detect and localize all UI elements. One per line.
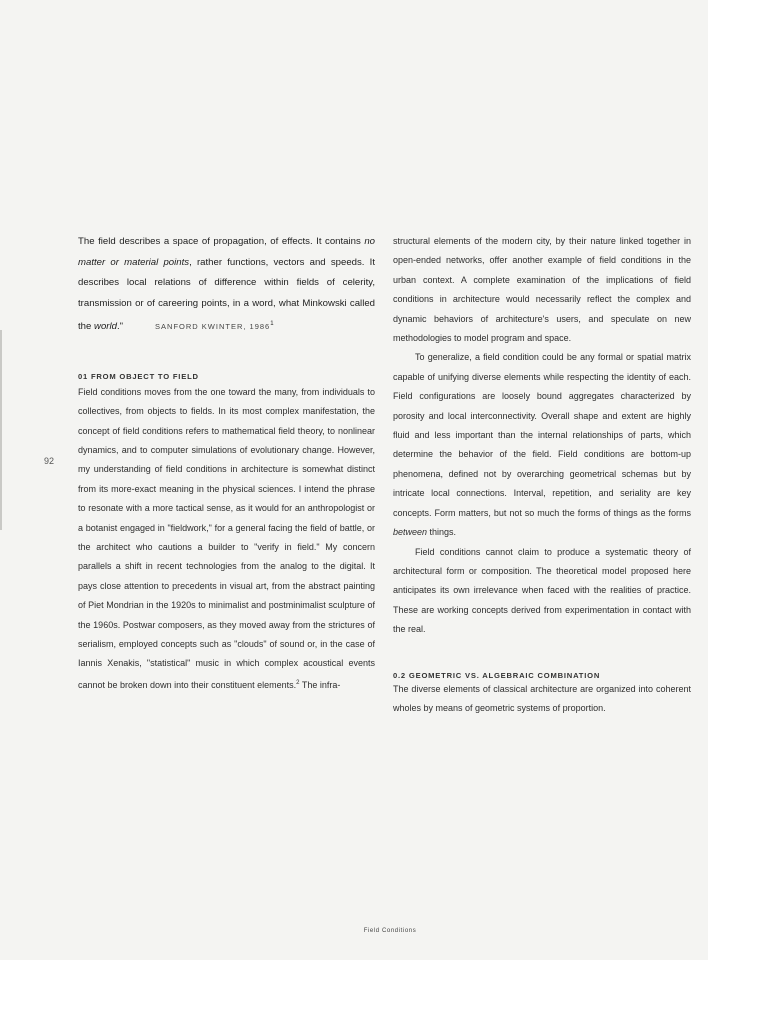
- quote-attribution: SANFORD KWINTER, 1986: [155, 322, 271, 332]
- page-number: 92: [44, 456, 55, 466]
- paragraph-1-continued: structural elements of the modern city, by their nature linked together in open-ended networks, offer another example of field conditions in the urban context. A complete examination of the implications of field conditions in architecture would necessarily reflect the complex and dynamic behaviors of architecture's users, and speculate on new methodologies to model program and space.: [393, 236, 691, 344]
- paragraph-1-footnote: 2: [296, 679, 300, 686]
- margin-line: [0, 330, 2, 530]
- paragraph-1-text: Field conditions moves from the one toward the many, from individuals to collectives, from objects to fields. In its most complex manifestation, the concept of field conditions refers to mathematical field theory, to nonlinear dynamics, and to computer simulations of evolutionary change. However, my understanding of field conditions in architecture is somewhat distinct from its more-exact meaning in the physical sciences. I intend the phrase to resonate with a more tactical sense, as it would for an anthropologist or a botanist engaged in "fieldwork," for a general facing the field of battle, or the architect who cautions a builder to "verify in field." My concern parallels a shift in recent technologies from the analog to the digital. It pays close attention to precedents in visual art, from the abstract painting of Piet Mondrian in the 1920s to minimalist and postminimalist sculpture of the 1960s. Postwar composers, as they moved away from the strictures of serialism, employed concepts such as "clouds" of sound or, in the case of Iannis Xenakis, "statistical" music in which complex acoustical events cannot be broken down into their constituent elements.: [78, 386, 375, 690]
- quote-emphasis-2: world: [94, 321, 117, 333]
- paragraph-2-text-a: To generalize, a field condition could be any formal or spatial matrix capable of unifying diverse elements while respecting the identity of each. Field configurations are loosely bound aggregates characterized by porosity and local interconnectivity. Overall shape and extent are highly fluid and less important than the internal relationships of parts, which determine the behavior of the field. Field conditions are bottom-up phenomena, defined not by overarching geometrical schemas but by intricate local connections. Interval, repetition, and seriality are key concepts. Form matters, but not so much the forms of things as the forms: [393, 352, 691, 518]
- epigraph-quote: [78, 232, 375, 338]
- quote-emphasis-1: no matter or material points: [78, 236, 375, 268]
- paragraph-2-text-b: things.: [427, 527, 457, 538]
- paragraph-1: [78, 383, 375, 696]
- paragraph-1-tail: The infra-: [299, 679, 341, 690]
- quote-text-3: .": [116, 321, 124, 333]
- paragraph-2: [393, 348, 691, 542]
- section-heading-1: 01 FROM OBJECT TO FIELD: [78, 371, 199, 381]
- paragraph-4: The diverse elements of classical architecture are organized into coherent wholes by means of geometric systems of proportion.: [393, 683, 691, 713]
- quote-text-2: , rather functions, vectors and speeds. It describes local relations of difference within fields of celerity, transmission or of careering points, in a word, what Minkowski called the: [78, 256, 375, 333]
- left-column: [78, 232, 375, 695]
- quote-footnote: 1: [270, 321, 274, 327]
- running-footer: Field Conditions: [363, 928, 417, 934]
- section-heading-2: 0.2 GEOMETRIC VS. ALGEBRAIC COMBINATION: [393, 670, 601, 680]
- paragraph-2-emphasis: between: [393, 527, 428, 538]
- right-column: [393, 232, 691, 718]
- quote-text-1: The field describes a space of propagation, of effects. It contains: [78, 236, 365, 247]
- paragraph-3: Field conditions cannot claim to produce a systematic theory of architectural form or composition. The theoretical model proposed here anticipates its own irrelevance when faced with the realities of practice. These are working concepts derived from experimentation in contact with the real.: [393, 546, 691, 635]
